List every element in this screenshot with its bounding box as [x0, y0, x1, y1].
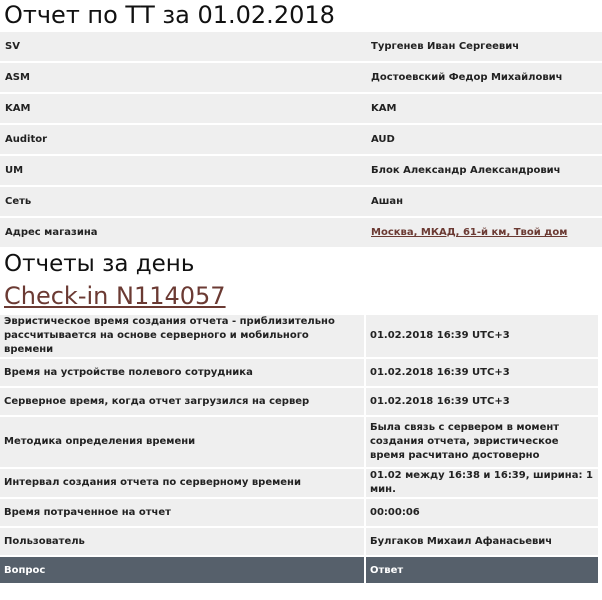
report-label: Методика определения времени [0, 417, 364, 467]
info-value: Ашан [366, 187, 602, 216]
info-table [0, 30, 602, 249]
table-row [0, 499, 598, 526]
table-row [0, 63, 602, 92]
table-row [0, 32, 602, 61]
store-address-cell [366, 218, 602, 247]
info-label: Адрес магазина [0, 218, 366, 247]
table-row [0, 417, 598, 467]
report-value: 00:00:06 [366, 499, 598, 526]
table-row [0, 125, 602, 154]
report-label: Время на устройстве полевого сотрудника [0, 359, 364, 386]
table-row [0, 528, 598, 555]
report-value: Была связь с сервером в момент создания отчета, эвристическое время расчитано достоверно [366, 417, 598, 467]
table-row [0, 359, 598, 386]
checkin-link[interactable]: Check-in N114057 [4, 282, 226, 310]
info-label: ASM [0, 63, 366, 92]
report-value: 01.02.2018 16:39 UTC+3 [366, 315, 598, 357]
info-label: Сеть [0, 187, 366, 216]
info-label: UM [0, 156, 366, 185]
report-label: Время потраченное на отчет [0, 499, 364, 526]
page-title: Отчет по ТТ за 01.02.2018 [4, 1, 335, 29]
report-value: 01.02.2018 16:39 UTC+3 [366, 359, 598, 386]
report-value: Булгаков Михаил Афанасьевич [366, 528, 598, 555]
table-row [0, 187, 602, 216]
report-value: 01.02.2018 16:39 UTC+3 [366, 388, 598, 415]
table-row [0, 469, 598, 497]
qa-header-row [0, 557, 598, 583]
table-row [0, 218, 602, 247]
info-value: KAM [366, 94, 602, 123]
info-value: AUD [366, 125, 602, 154]
report-label: Эвристическое время создания отчета - приблизительно рассчитывается на основе серверного и мобильного времени [0, 315, 364, 357]
checkin-heading [0, 279, 602, 313]
info-value: Достоевский Федор Михайлович [366, 63, 602, 92]
report-table [0, 313, 600, 585]
info-label: KAM [0, 94, 366, 123]
report-label: Пользователь [0, 528, 364, 555]
report-label: Серверное время, когда отчет загрузился на сервер [0, 388, 364, 415]
info-label: SV [0, 32, 366, 61]
daily-reports-title: Отчеты за день [4, 251, 195, 277]
report-label: Интервал создания отчета по серверному времени [0, 469, 364, 497]
answer-column-header: Ответ [366, 557, 598, 583]
info-value: Блок Александр Александрович [366, 156, 602, 185]
table-row [0, 315, 598, 357]
table-row [0, 156, 602, 185]
store-address-link[interactable]: Москва, МКАД, 61-й км, Твой дом [371, 227, 568, 238]
table-row [0, 388, 598, 415]
info-value: Тургенев Иван Сергеевич [366, 32, 602, 61]
question-column-header: Вопрос [0, 557, 364, 583]
report-value: 01.02 между 16:38 и 16:39, ширина: 1 мин. [366, 469, 598, 497]
info-label: Auditor [0, 125, 366, 154]
table-row [0, 94, 602, 123]
